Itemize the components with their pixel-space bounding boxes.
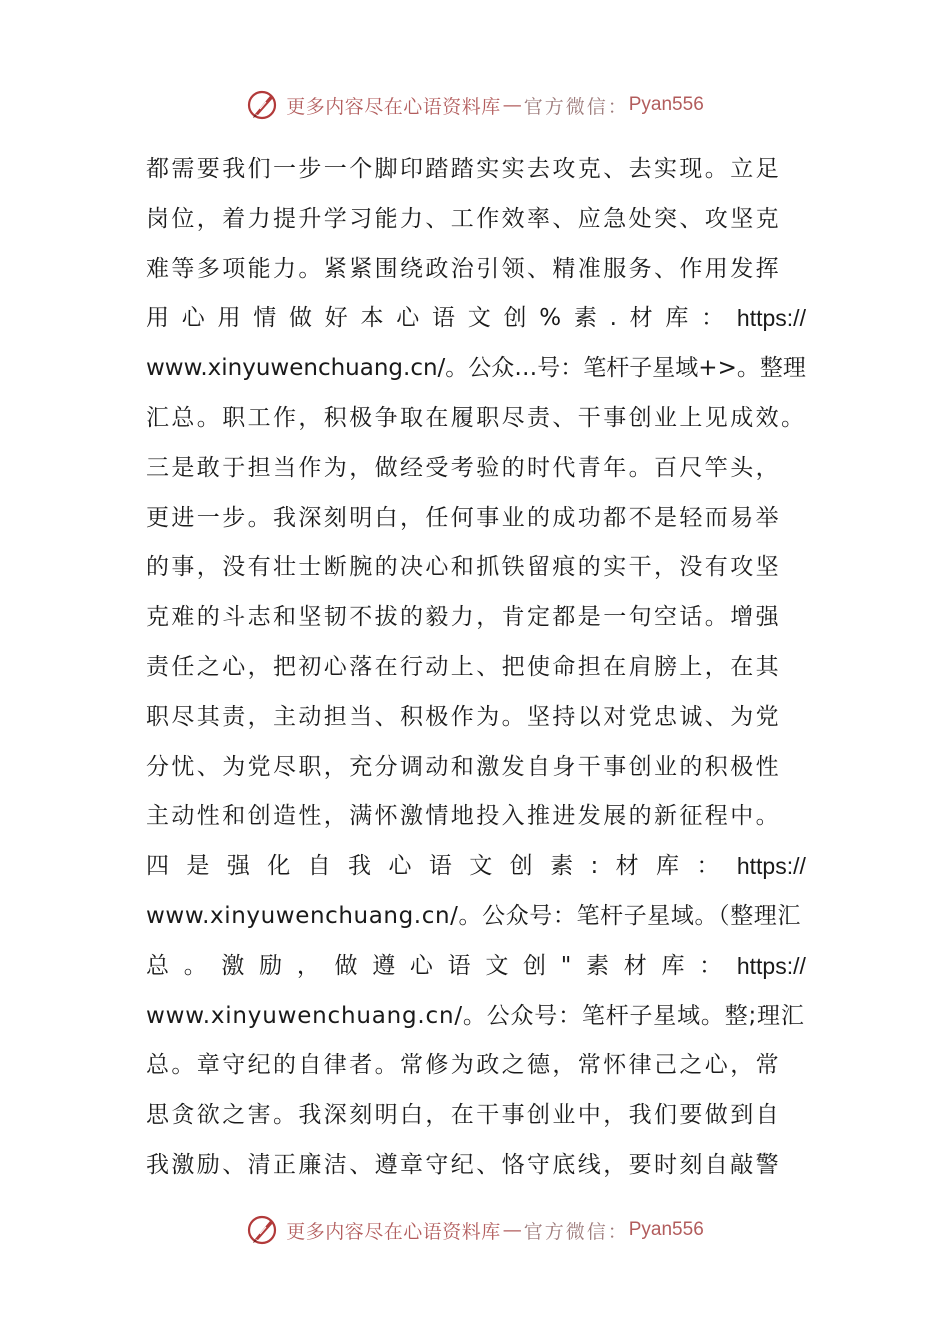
text-token: 素	[573, 305, 597, 332]
text-line: 岗位，着力提升学习能力、工作效率、应急处突、攻坚克	[146, 205, 781, 232]
text-token: 材	[623, 952, 647, 979]
text-token: 素	[586, 952, 610, 979]
text-line: www.xinyuwenchuang.cn/。公众…号：笔杆子星域+>。整理	[146, 355, 806, 382]
text-line: 都需要我们一步一个脚印踏踏实实去攻克、去实现。立足	[146, 156, 781, 182]
text-token: https://	[736, 853, 806, 880]
text-token: 材	[615, 853, 639, 880]
text-token: 总	[146, 952, 169, 979]
text-token: "	[560, 952, 572, 979]
text-token: 激	[221, 952, 245, 979]
text-token: %	[539, 305, 562, 332]
footer-banner	[0, 1205, 950, 1255]
text-line	[146, 842, 806, 892]
footer-text: 更多内容尽在心语资料库	[286, 1220, 501, 1243]
header-wechat-id: Pyan556	[628, 94, 704, 115]
text-token: 强	[226, 853, 250, 880]
text-line: 汇总。职工作，积极争取在履职尽责、干事创业上见成效。	[146, 404, 806, 431]
header-separator: —	[502, 94, 522, 116]
footer-wechat-id: Pyan556	[628, 1219, 704, 1240]
text-token: 心	[409, 952, 433, 979]
text-token: https://	[736, 952, 806, 979]
text-line: 的事，没有壮士断腕的决心和抓铁留痕的实干，没有攻坚	[146, 554, 781, 581]
text-token: 心	[396, 305, 420, 332]
text-token: .	[609, 305, 617, 332]
text-token: 自	[307, 853, 331, 880]
text-token: 语	[432, 305, 455, 332]
text-token: ：	[699, 952, 723, 979]
text-token: 创	[503, 305, 527, 332]
text-token: https://	[736, 305, 806, 332]
text-token: 做	[334, 952, 358, 979]
text-line: 三是敢于担当作为，做经受考验的时代青年。百尺竿头，	[146, 454, 781, 481]
text-line: 总。章守纪的自律者。常修为政之德，常怀律己之心，常	[146, 1052, 781, 1079]
text-line: www.xinyuwenchuang.cn/。公众号：笔杆子星域。（整理汇	[146, 902, 801, 929]
text-token: 我	[348, 853, 372, 880]
header-wechat-label: 官方微信：	[523, 95, 629, 118]
text-line: www.xinyuwenchuang.cn/。公众号：笔杆子星域。整;理汇	[146, 1002, 805, 1029]
text-token: :	[590, 853, 599, 880]
document-body	[146, 145, 806, 1191]
text-line	[146, 942, 806, 992]
text-token: 库	[656, 853, 680, 880]
text-token: ，	[296, 952, 320, 979]
text-token: 创	[523, 952, 547, 979]
text-line: 难等多项能力。紧紧围绕政治引领、精准服务、作用发挥	[146, 255, 781, 282]
quill-logo-icon	[246, 1213, 280, 1247]
text-line: 我激励、清正廉洁、遵章守纪、恪守底线，要时刻自敲警	[146, 1151, 781, 1178]
text-line: 主动性和创造性，满怀激情地投入推进发展的新征程中。	[146, 803, 781, 830]
text-token: 化	[267, 853, 291, 880]
text-token: 好	[324, 305, 348, 332]
text-token: 文	[469, 853, 493, 880]
text-token: ：	[701, 305, 725, 332]
text-line: 分忧、为党尽职，充分调动和激发自身干事创业的积极性	[146, 753, 781, 780]
text-line: 更进一步。我深刻明白，任何事业的成功都不是轻而易举	[146, 504, 781, 531]
text-token: 四	[146, 853, 169, 880]
text-token: 用	[146, 305, 169, 332]
text-token: 遵	[372, 952, 396, 979]
text-line: 思贪欲之害。我深刻明白，在干事创业中，我们要做到自	[146, 1102, 781, 1129]
footer-wechat-label: 官方微信：	[523, 1220, 629, 1243]
text-token: 创	[509, 853, 533, 880]
text-token: 语	[447, 952, 471, 979]
text-token: 心	[181, 305, 205, 332]
text-token: 用	[217, 305, 241, 332]
text-token: 心	[388, 853, 412, 880]
text-token: 库	[665, 305, 689, 332]
quill-logo-icon	[246, 88, 280, 122]
text-line	[146, 294, 806, 344]
text-token: 语	[428, 853, 452, 880]
text-token: 文	[485, 952, 509, 979]
text-token: 素	[550, 853, 574, 880]
text-token: 。	[183, 952, 207, 979]
text-token: 做	[289, 305, 312, 332]
text-line: 职尽其责，主动担当、积极作为。坚持以对党忠诚、为党	[146, 703, 781, 730]
header-banner	[0, 80, 950, 130]
text-line: 责任之心，把初心落在行动上、把使命担在肩膀上，在其	[146, 653, 781, 680]
text-token: 励	[259, 952, 283, 979]
text-token: 本	[360, 305, 384, 332]
text-token: 材	[629, 305, 653, 332]
text-token: ：	[696, 853, 720, 880]
text-token: 文	[467, 305, 491, 332]
text-token: 情	[253, 305, 277, 332]
text-token: 是	[186, 853, 210, 880]
text-line: 克难的斗志和坚韧不拔的毅力，肯定都是一句空话。增强	[146, 604, 781, 631]
header-text: 更多内容尽在心语资料库	[286, 95, 501, 118]
text-token: 库	[661, 952, 685, 979]
footer-separator: —	[502, 1219, 522, 1241]
